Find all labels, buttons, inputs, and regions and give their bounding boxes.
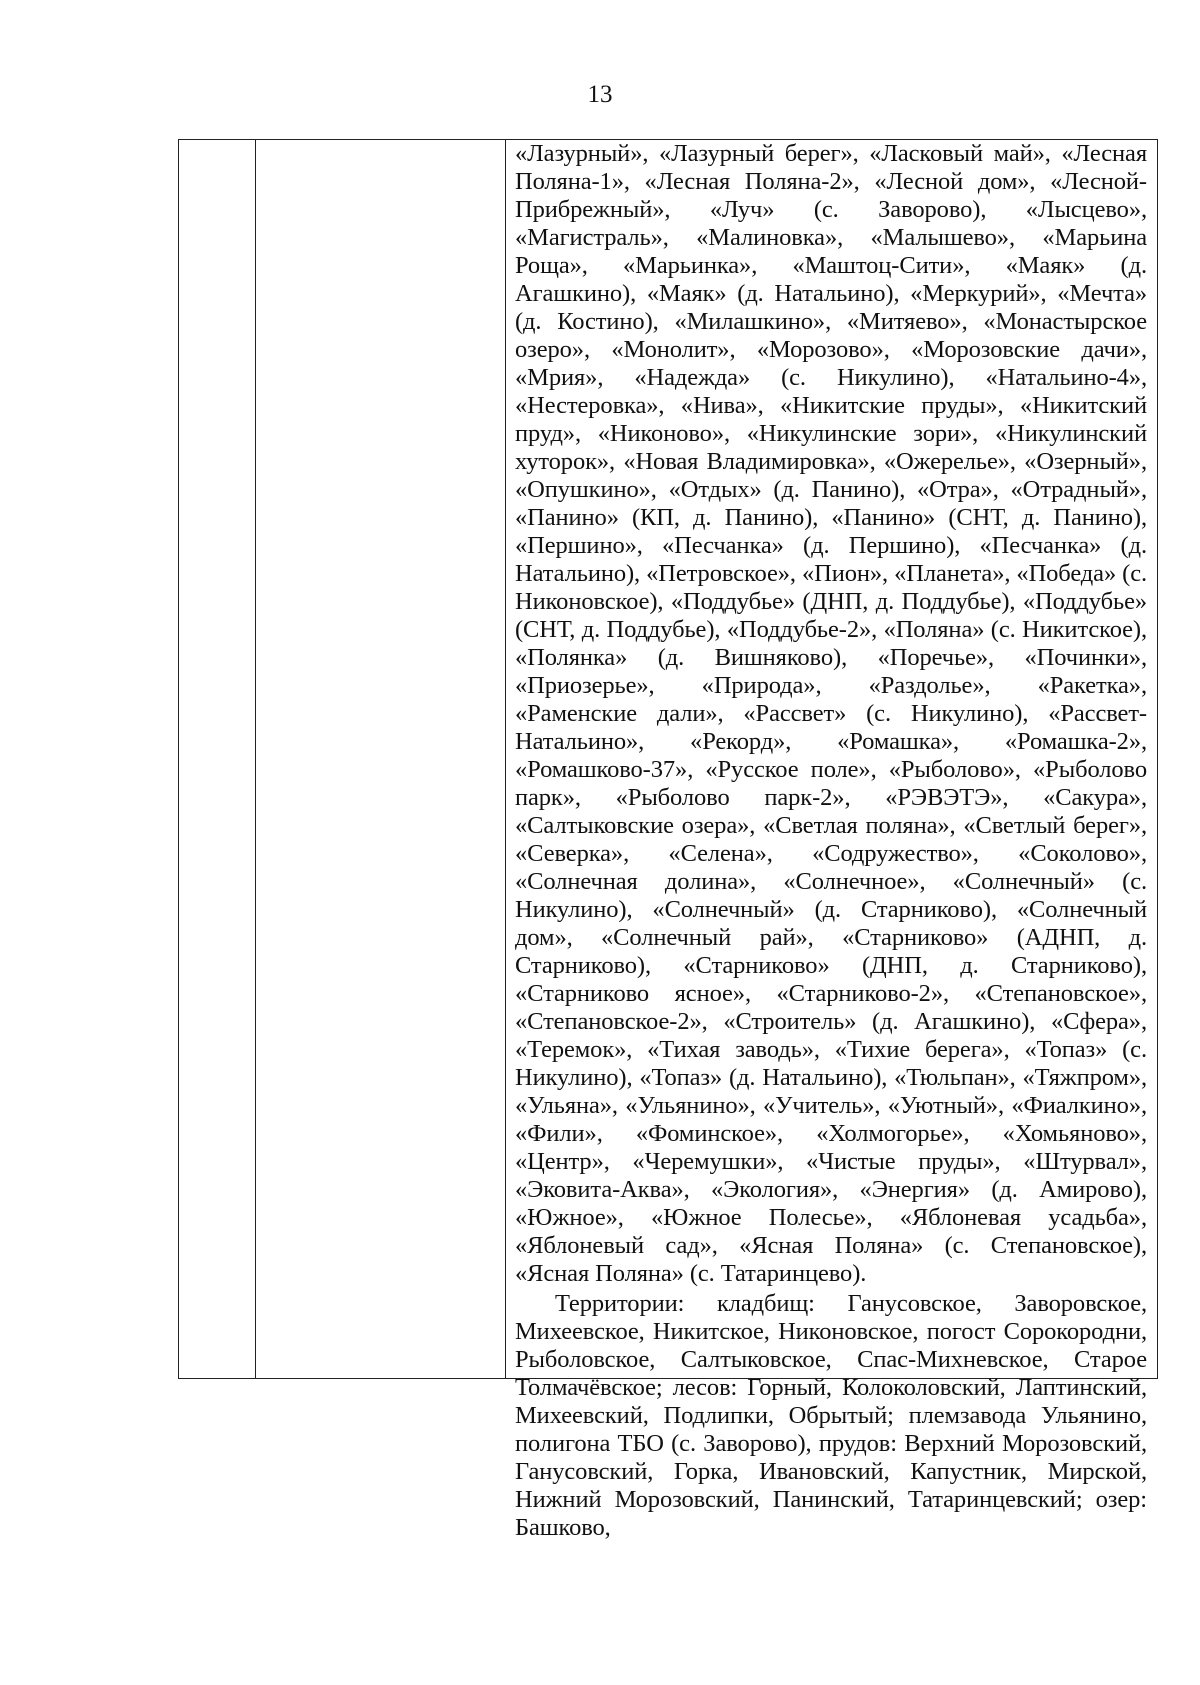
table-column-divider-2 bbox=[505, 140, 506, 1378]
table-cell-text bbox=[515, 140, 1147, 1542]
paragraph-settlements-list: «Лазурный», «Лазурный берег», «Ласковый май», «Лесная Поляна-1», «Лесная Поляна-2», «Лесной дом», «Лесной-Прибрежный», «Луч» (с. Заворово), «Лысцево», «Магистраль», «Малиновка», «Малышево», «Марьина Роща», «Марьинка», «Маштоц-Сити», «Маяк» (д. Агашкино), «Маяк» (д. Натальино), «Меркурий», «Мечта» (д. Костино), «Милашкино», «Митяево», «Монастырское озеро», «Монолит», «Морозово», «Морозовские дачи», «Мрия», «Надежда» (с. Никулино), «Натальино-4», «Нестеровка», «Нива», «Никитские пруды», «Никитский пруд», «Никоново», «Никулинские зори», «Никулинский хуторок», «Новая Владимировка», «Ожерелье», «Озерный», «Опушкино», «Отдых» (д. Панино), «Отра», «Отрадный», «Панино» (КП, д. Панино), «Панино» (СНТ, д. Панино), «Першино», «Песчанка» (д. Першино), «Песчанка» (д. Натальино), «Петровское», «Пион», «Планета», «Победа» (с. Никоновское), «Поддубье» (ДНП, д. Поддубье), «Поддубье» (СНТ, д. Поддубье), «Поддубье-2», «Поляна» (с. Никитское), «Полянка» (д. Вишняково), «Поречье», «Починки», «Приозерье», «Природа», «Раздолье», «Ракетка», «Раменские дали», «Рассвет» (с. Никулино), «Рассвет-Натальино», «Рекорд», «Ромашка», «Ромашка-2», «Ромашково-37», «Русское поле», «Рыболово», «Рыболово парк», «Рыболово парк-2», «РЭВЭТЭ», «Сакура», «Салтыковские озера», «Светлая поляна», «Светлый берег», «Северка», «Селена», «Содружество», «Соколово», «Солнечная долина», «Солнечное», «Солнечный» (с. Никулино), «Солнечный» (д. Старниково), «Солнечный дом», «Солнечный рай», «Старниково» (АДНП, д. Старниково), «Старниково» (ДНП, д. Старниково), «Старниково ясное», «Старниково-2», «Степановское», «Степановское-2», «Строитель» (д. Агашкино), «Сфера», «Теремок», «Тихая заводь», «Тихие берега», «Топаз» (с. Никулино), «Топаз» (д. Натальино), «Тюльпан», «Тяжпром», «Ульяна», «Ульянино», «Учитель», «Уютный», «Фиалкино», «Фили», «Фоминское», «Холмогорье», «Хомьяново», «Центр», «Черемушки», «Чистые пруды», «Штурвал», «Эковита-Аква», «Экология», «Энергия» (д. Амирово), «Южное», «Южное Полесье», «Яблоневая усадьба», «Яблоневый сад», «Ясная Поляна» (с. Степановское), «Ясная Поляна» (с. Татаринцево). bbox=[515, 140, 1147, 1287]
table-column-divider-1 bbox=[255, 140, 256, 1378]
paragraph-territories: Территории: кладбищ: Ганусовское, Заворовское, Михеевское, Никитское, Никоновское, погост Сорокородни, Рыболовское, Салтыковское, Спас-Михневское, Старое Толмачёвское; лесов: Горный, Колоколовский, Лаптинский, Михеевский, Подлипки, Обрытый; племзавода Ульянино, полигона ТБО (с. Заворово), прудов: Верхний Морозовский, Ганусовский, Горка, Ивановский, Капустник, Мирской, Нижний Морозовский, Панинский, Татаринцевский; озер: Башково, bbox=[515, 1290, 1147, 1541]
page-number: 13 bbox=[587, 81, 613, 108]
document-table bbox=[178, 139, 1158, 1541]
